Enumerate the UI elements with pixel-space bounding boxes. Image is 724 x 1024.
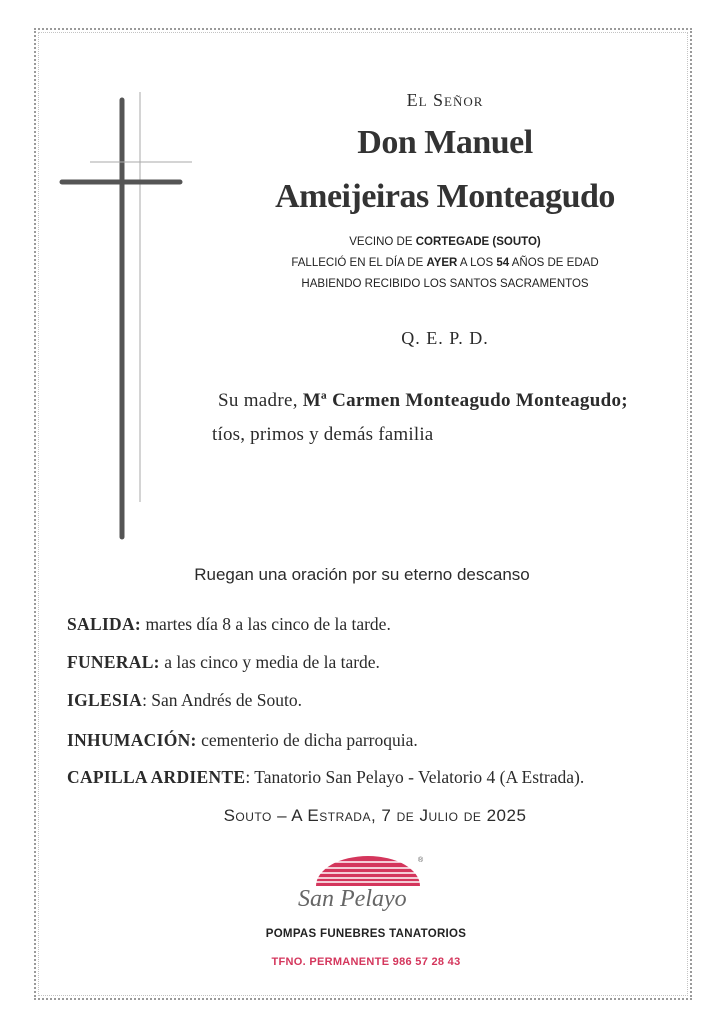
registered-mark: ® bbox=[418, 857, 424, 864]
details-text: A LOS bbox=[457, 257, 497, 269]
tagline: POMPAS FUNEBRES TANATORIOS bbox=[265, 928, 467, 940]
deceased-name-line2: Ameijeiras Monteagudo bbox=[275, 178, 615, 215]
info-capilla bbox=[67, 767, 584, 788]
info-value: martes día 8 a las cinco de la tarde. bbox=[141, 614, 391, 634]
details-line1 bbox=[250, 232, 640, 253]
phone-number: TFNO. PERMANENTE 986 57 28 43 bbox=[271, 956, 461, 968]
details-place: CORTEGADE (SOUTO) bbox=[415, 236, 541, 248]
dateline: Souto – A Estrada, 7 de Julio de 2025 bbox=[223, 806, 527, 825]
mother-prefix: Su madre, bbox=[218, 390, 303, 411]
family-line: tíos, primos y demás familia bbox=[212, 424, 434, 445]
info-label: CAPILLA ARDIENTE bbox=[67, 767, 246, 787]
mother-line bbox=[218, 390, 628, 412]
info-value: : San Andrés de Souto. bbox=[142, 690, 302, 710]
prayer-request: Ruegan una oración por su eterno descanso bbox=[194, 565, 530, 584]
cross-icon bbox=[58, 92, 198, 542]
info-label: SALIDA: bbox=[67, 614, 142, 634]
info-value: : Tanatorio San Pelayo - Velatorio 4 (A Estrada). bbox=[245, 767, 585, 787]
details-line3: HABIENDO RECIBIDO LOS SANTOS SACRAMENTOS bbox=[301, 278, 589, 290]
info-iglesia bbox=[67, 690, 302, 711]
details-day: AYER bbox=[426, 257, 458, 269]
title-prefix: El Señor bbox=[406, 90, 484, 110]
mother-name: Mª Carmen Monteagudo Monteagudo; bbox=[302, 390, 628, 411]
info-label: INHUMACIÓN: bbox=[67, 730, 197, 750]
info-label: IGLESIA bbox=[67, 690, 143, 710]
info-label: FUNERAL: bbox=[67, 652, 160, 672]
qepd: Q. E. P. D. bbox=[401, 328, 489, 348]
info-inhumacion bbox=[67, 730, 418, 751]
info-value: a las cinco y media de la tarde. bbox=[159, 652, 380, 672]
death-details bbox=[250, 232, 640, 295]
details-line2 bbox=[250, 253, 640, 274]
deceased-name-line1: Don Manuel bbox=[357, 124, 533, 161]
details-text: AÑOS DE EDAD bbox=[509, 257, 599, 269]
details-age: 54 bbox=[496, 257, 510, 269]
info-salida bbox=[67, 614, 391, 635]
details-text: FALLECIÓ EN EL DÍA DE bbox=[291, 257, 427, 269]
details-text: VECINO DE bbox=[349, 236, 416, 248]
info-funeral bbox=[67, 652, 380, 673]
san-pelayo-logo bbox=[290, 850, 440, 930]
info-value: cementerio de dicha parroquia. bbox=[196, 730, 418, 750]
logo-text: San Pelayo bbox=[298, 886, 407, 912]
